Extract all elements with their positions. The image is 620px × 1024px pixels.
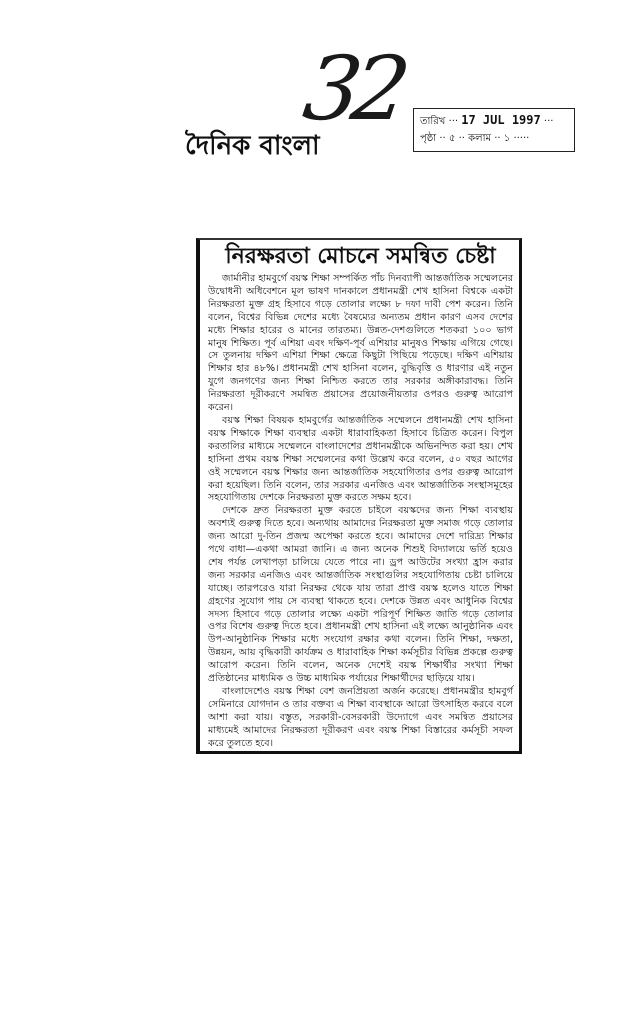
- article-clipping: [196, 238, 522, 754]
- article-paragraph: দেশকে দ্রুত নিরক্ষরতা মুক্ত করতে চাইলে বয়স্কদের জন্য শিক্ষা ব্যবস্থায় অবশ্যই গুরুত্ব দিতে হবে। অন্যথায় আমাদের নিরক্ষরতা মুক্ত সমাজ গড়ে তোলার জন্য আরো দু-তিন প্রজন্ম অপেক্ষা করতে হবে। আমাদের দেশে দারিদ্র্য শিক্ষার পথে বাধা—একথা আমরা জানি। এ জন্য অনেক শিশুই বিদ্যালয়ে ভর্তি হয়েও শেষ পর্যন্ত লেখাপড়া চালিয়ে যেতে পারে না। ড্রপ আউটের সংখ্যা হ্রাস করার জন্য সরকার এনজিও এবং আন্তর্জাতিক সংস্থাগুলির সহযোগিতায় চেষ্টা চালিয়ে যাচ্ছে। তারপরেও যারা নিরক্ষর থেকে যায় তারা প্রাপ্ত বয়স্ক হলেও যাতে শিক্ষা গ্রহণের সুযোগ পায় সে ব্যবস্থা থাকতে হবে। দেশকে উন্নত এবং আধুনিক বিশ্বের সদস্য হিসাবে গড়ে তোলার লক্ষ্যে একটা পরিপূর্ণ শিক্ষিত জাতি গড়ে তোলার ওপর বিশেষ গুরুত্ব দিতে হবে। প্রধানমন্ত্রী শেখ হাসিনা এই লক্ষ্যে আনুষ্ঠানিক এবং উপ-আনুষ্ঠানিক শিক্ষার মধ্যে সংযোগ রক্ষার কথা বলেন। তিনি শিক্ষা, দক্ষতা, উন্নয়ন, আয় বৃদ্ধিকারী কার্যক্রম ও ধারাবাহিক শিক্ষা কর্মসূচীর বিভিন্ন প্রকল্পে গুরুত্ব আরোপ করেন। তিনি বলেন, অনেক দেশেই বয়স্ক শিক্ষার্থীর সংখ্যা শিক্ষা প্রতিষ্ঠানের মাধ্যমিক ও উচ্চ মাধ্যমিক পর্যায়ের শিক্ষার্থীদের ছাড়িয়ে যায়।: [208, 505, 513, 685]
- stamp-date-label: তারিখ: [420, 116, 446, 127]
- article-paragraph: জার্মানীর হামবুর্গে বয়স্ক শিক্ষা সম্পর্কিত পাঁচ দিনব্যাপী আন্তর্জাতিক সম্মেলনের উদ্বোধনী অধিবেশনে মূল ভাষণ দানকালে প্রধানমন্ত্রী শেখ হাসিনা বিশ্বকে একটা নিরক্ষরতা মুক্ত গ্রহ হিসাবে গড়ে তোলার লক্ষ্যে ৮ দফা দাবী পেশ করেন। তিনি বলেন, বিশ্বের বিভিন্ন দেশের মধ্যে বৈষম্যের অন্যতম প্রধান কারণ এসব দেশের মধ্যে শিক্ষার হারের ও মানের তারতম্য। উন্নত-দেশগুলিতে শতকরা ১০০ ভাগ মানুষ শিক্ষিত। পূর্ব এশিয়া এবং দক্ষিণ-পূর্ব এশিয়ার মানুষও শিক্ষায় এগিয়ে গেছে। সে তুলনায় দক্ষিণ এশিয়া শিক্ষা ক্ষেত্রে কিছুটা পিছিয়ে পড়েছে। দক্ষিণ এশিয়ায় শিক্ষার হার ৪৮%। প্রধানমন্ত্রী শেখ হাসিনা বলেন, বুদ্ধিবৃত্তি ও ধারণার এই নতুন যুগে জনগণের জন্য শিক্ষা নিশ্চিত করতে তার সরকার অঙ্গীকারাবদ্ধ। তিনি নিরক্ষরতা দূরীকরণে সমন্বিত প্রয়াসের প্রয়োজনীয়তার ওপরও গুরুত্ব আরোপ করেন।: [208, 273, 513, 414]
- article-headline: নিরক্ষরতা মোচনে সমন্বিত চেষ্টা: [225, 244, 496, 269]
- stamp-page-row: পৃষ্ঠা ·· ৫ ·· কলাম ·· ১ ·····: [420, 133, 530, 144]
- stamp-date-row: তারিখ ··· 17 JUL 1997 ···: [420, 113, 554, 127]
- stamp-date: 17 JUL 1997: [461, 113, 541, 127]
- article-paragraph: বাংলাদেশেও বয়স্ক শিক্ষা বেশ জনপ্রিয়তা অর্জন করেছে। প্রধানমন্ত্রীর হামবুর্গ সেমিনারে যোগদান ও তার বক্তব্য এ শিক্ষা ব্যবস্থাকে আরো উৎসাহিত করবে বলে আশা করা যায়। বস্তুত, সরকারী-বেসরকারী উদ্যোগে এবং সমন্বিত প্রয়াসের মাধ্যমেই আমাদের নিরক্ষরতা দূরীকরণ এবং বয়স্ক শিক্ষা বিস্তারের কর্মসূচী সফল করে তুলতে হবে।: [208, 686, 513, 749]
- stamp-page-label: পৃষ্ঠা: [420, 133, 437, 144]
- article-paragraph: বয়স্ক শিক্ষা বিষয়ক হামবুর্গের আন্তর্জাতিক সম্মেলনে প্রধানমন্ত্রী শেখ হাসিনা বয়স্ক শিক্ষাকে শিক্ষা ব্যবস্থার একটা ধারাবাহিকতা হিসাবে চিত্রিত করেন। বিপুল করতালির মাধ্যমে সম্মেলনে বাংলাদেশের প্রধানমন্ত্রীকে অভিনন্দিত করা হয়। শেখ হাসিনা প্রথম বয়স্ক শিক্ষা সম্মেলনের কথা উল্লেখ করে বলেন, ৫০ বছর আগের ওই সম্মেলনে বয়স্ক শিক্ষার জন্য আন্তর্জাতিক সহযোগিতার ওপর গুরুত্ব আরোপ করা হয়েছিল। তিনি বলেন, তার সরকার এনজিও এবং আন্তর্জাতিক সংস্থাসমূহের সহযোগিতায় দেশকে নিরক্ষরতা মুক্ত করতে সক্ষম হবে।: [208, 414, 513, 504]
- date-stamp: [413, 108, 575, 152]
- stamp-column-value: ১: [503, 133, 511, 144]
- stamp-page-value: ৫: [448, 133, 456, 144]
- handwritten-page-number: 32: [297, 37, 409, 140]
- newspaper-masthead: দৈনিক বাংলা: [185, 131, 320, 161]
- stamp-column-label: কলাম: [468, 133, 492, 144]
